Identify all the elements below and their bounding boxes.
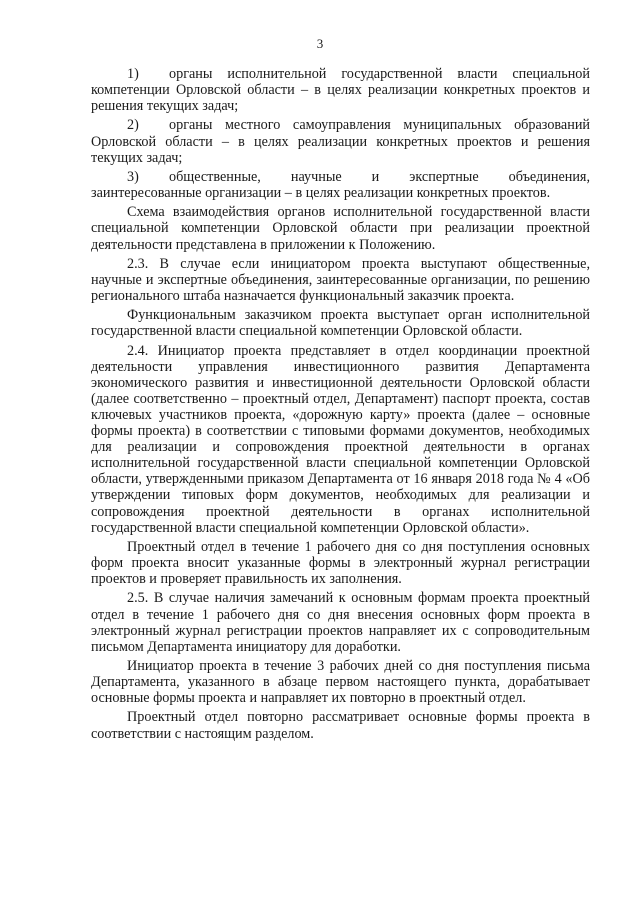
paragraph-repeat-review: Проектный отдел повторно рассматривает основные формы проекта в соответствии с настоящим разделом. <box>91 709 590 742</box>
paragraph-scheme: Схема взаимодействия органов исполнительной государственной власти специальной компетенции Орловской области при реализации проектной деятельности представлена в приложении к Положению. <box>91 204 590 253</box>
list-item <box>91 66 590 114</box>
paragraph-2-3: 2.3. В случае если инициатором проекта выступают общественные, научные и экспертные объединения, заинтересованные организации, по решению регионального штаба назначается функциональный заказчик проекта. <box>91 255 590 304</box>
document-body <box>91 66 590 745</box>
paragraph-project-office-registration: Проектный отдел в течение 1 рабочего дня со дня поступления основных форм проекта вносит указанные формы в электронный журнал регистрации проектов и проверяет правильность их заполнения. <box>91 538 590 588</box>
list-item-text: органы местного самоуправления муниципальных образований <box>169 117 590 134</box>
list-item-number: 2) <box>127 117 139 134</box>
paragraph-functional-customer: Функциональным заказчиком проекта выступает орган исполнительной государственной власти специальной компетенции Орловской области. <box>91 307 590 340</box>
list-item-text: органы исполнительной государственной власти специальной <box>169 66 590 82</box>
paragraph-2-5: 2.5. В случае наличия замечаний к основным формам проекта проектный отдел в течение 1 рабочего дня со дня внесения основных форм проекта в электронный журнал регистрации проектов направляет их с сопроводительным письмом Департамента инициатору для доработки. <box>91 590 590 655</box>
page-number: 3 <box>316 36 324 51</box>
list-item-text-continued: компетенции Орловской области – в целях реализации конкретных проектов и решения текущих задач; <box>91 82 590 115</box>
paragraph-initiator-rework: Инициатор проекта в течение 3 рабочих дней со дня поступления письма Департамента, указанного в абзаце первом настоящего пункта, дорабатывает основные формы проекта и направляет их повторно в проектный отдел. <box>91 657 590 707</box>
list-item <box>91 169 590 201</box>
list-item-text-continued: Орловской области – в целях реализации конкретных проектов и решения текущих задач; <box>91 133 590 166</box>
list-item-text-continued: заинтересованные организации – в целях реализации конкретных проектов. <box>91 185 551 202</box>
paragraph-2-4: 2.4. Инициатор проекта представляет в отдел координации проектной деятельности управления инвестиционного развития Департамента экономического развития и инвестиционной деятельности Орловской области (далее соответственно – проектный отдел, Департамент) паспорт проекта, состав ключевых участников проекта, «дорожную карту» проекта (далее – основные формы проекта) в соответствии с типовыми формами документов, необходимых для реализации и сопровождения проектной деятельности в органах исполнительной государственной власти специальной компетенции Орловской области, утвержденными приказом Департамента от 16 января 2018 года № 4 «Об утверждении типовых форм документов, необходимых для реализации и сопровождения проектной деятельности в органах исполнительной государственной власти специальной компетенции Орловской области». <box>91 342 590 536</box>
list-item-number: 1) <box>127 66 139 82</box>
list-item <box>91 117 590 165</box>
list-item-number: 3) <box>127 168 139 185</box>
list-item-text: общественные, научные и экспертные объединения, <box>169 168 590 185</box>
